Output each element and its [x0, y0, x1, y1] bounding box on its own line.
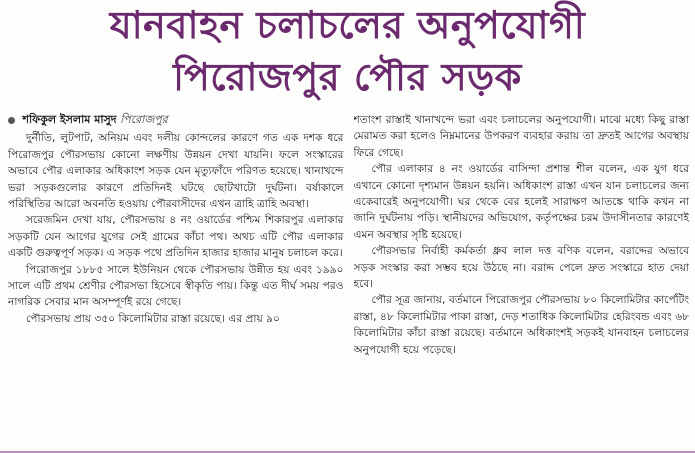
paragraph: পৌরসভার নির্বাহী কর্মকর্তা ধ্রুব লাল দত্ত বণিক বলেন, বরাদ্দের অভাবে সড়ক সংস্কার করা সম্ভব হয়ে উঠছে না। বরাদ্দ পেলে দ্রুত সংস্কারে হাত দেয়া হবে।: [353, 245, 689, 291]
paragraph: পিরোজপুর ১৮৮৫ সালে ইউনিয়ন থেকে পৌরসভায় উন্নীত হয় এবং ১৯৯০ সালে এটি প্রথম শ্রেণীর পৌরসভা হিসেবে স্বীকৃতি পায়। কিন্তু এত দীর্ঘ সময় পরও নাগরিক সেবার মান অসম্পূর্ণই রয়ে গেছে।: [8, 263, 344, 309]
dateline-place: পিরোজপুর: [120, 113, 168, 126]
bullet-icon: [8, 117, 15, 124]
author-name: শফিকুল ইসলাম মাসুদ: [22, 113, 117, 126]
paragraph: দুর্নীতি, লুটপাট, অনিয়ম এবং দলীয় কোন্দলের কারণে গত এক দশক ধরে পিরোজপুর পৌরসভায় কোনো লক্ষণীয় উন্নয়ন দেখা যায়নি। ফলে সংস্কারের অভাবে পৌর এলাকার অধিকাংশ সড়ক যেন মৃত্যুফাঁদে পরিণত হয়েছে। খানাখন্দে ভরা সড়কগুলোর কারণে প্রতিদিনই ঘটছে ছোটখাটো দুর্ঘটনা। বর্ষাকালে পরিস্থিতির আরো অবনতি হওয়ায় পৌরবাসীদের এখন ত্রাহি ত্রাহি অবস্থা।: [8, 132, 344, 211]
paragraph: শতাংশ রাস্তাই খানাখন্দে ভরা এবং চলাচলের অনুপযোগী। মাঝে মধ্যে কিছু রাস্তা মেরামত করা হলেও নিম্নমানের উপকরণ ব্যবহার করায় তা দ্রুতই আগের অবস্থায় ফিরে গেছে।: [353, 114, 689, 159]
headline-line-2: পিরোজপুর পৌর সড়ক: [173, 55, 522, 99]
right-column: [354, 112, 690, 448]
article-body: [8, 112, 689, 448]
paragraph: পৌর এলাকার ৪ নং ওয়ার্ডের বাসিন্দা প্রশান্ত শীল বলেন, এক যুগ ধরে এখানে কোনো দৃশ্যমান উন্নয়ন হয়নি। অধিকাংশ রাস্তা এখন যান চলাচলের জন্য একেবারেই অনুপযোগী। ঘর থেকে বের হলেই সারাক্ষণ আতঙ্কে থাকি কখন না জানি দুর্ঘটনায় পড়ি। স্থানীয়দের অভিযোগ, কর্তৃপক্ষের চরম উদাসীনতার কারণেই এমন অবস্থার সৃষ্টি হয়েছে।: [353, 163, 689, 241]
headline-line-1: যানবাহন চলাচলের অনুপযোগী: [109, 3, 586, 47]
left-column: [8, 112, 344, 448]
paragraph: সরেজমিন দেখা যায়, পৌরসভায় ৪ নং ওয়ার্ডের পশ্চিম শিকারপুর এলাকার সড়কটি যেন আগের যুগের সেই গ্রামের কাঁচা পথ। অথচ এটি পৌর এলাকার একটি গুরুত্বপূর্ণ সড়ক। এ সড়ক পথে প্রতিদিন হাজার হাজার মানুষ চলাচল করে।: [8, 214, 344, 260]
byline: [8, 112, 344, 128]
paragraph: পৌরসভায় প্রায় ৩৫০ কিলোমিটার রাস্তা রয়েছে। এর প্রায় ৯০: [26, 312, 280, 325]
paragraph: পৌর সূত্র জানায়, বর্তমানে পিরোজপুর পৌরসভায় ৮০ কিলোমিটার কার্পেটিং রাস্তা, ৪৮ কিলোমিটার পাকা রাস্তা, দেড় শতাধিক কিলোমিটার হেরিংবন্ড এবং ৬৮ কিলোমিটার কাঁচা রাস্তা রয়েছে। বর্তমানে অধিকাংশই সড়কই যানবাহন চলাচলের অনুপযোগী হয়ে পড়েছে।: [353, 294, 689, 356]
